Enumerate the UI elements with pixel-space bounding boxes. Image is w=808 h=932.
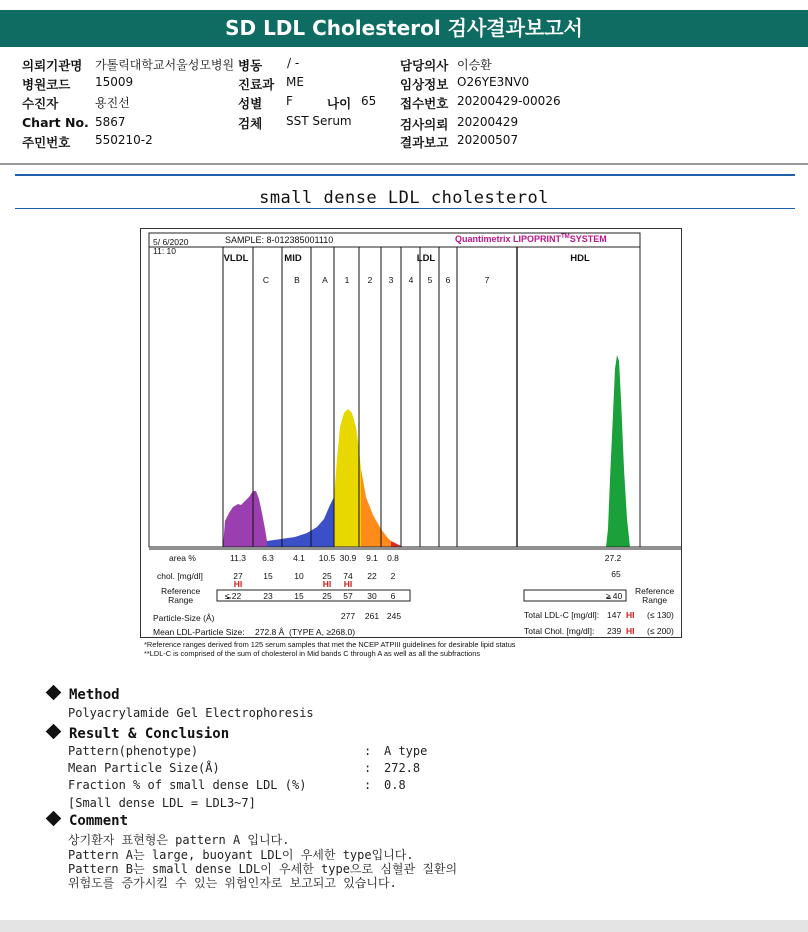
ref-c: 23 bbox=[263, 591, 273, 601]
total-ldl-label: Total LDL-C [mg/dl]: bbox=[524, 610, 600, 620]
run-date: 5/ 6/2020 bbox=[153, 237, 189, 247]
band-c: C bbox=[262, 275, 270, 285]
band-6: 6 bbox=[445, 275, 451, 285]
ref-ldl1: 57 bbox=[343, 591, 353, 601]
report-date-value: 20200507 bbox=[457, 133, 519, 147]
chol-a-hi: HI bbox=[322, 579, 332, 589]
hospital-code-value: 15009 bbox=[95, 75, 134, 89]
hdl-peak bbox=[606, 355, 630, 547]
brand-name: Quantimetrix LIPOPRINT bbox=[455, 234, 562, 244]
hospital-label: 의뢰기관명 bbox=[22, 58, 83, 73]
clinical-info-value: O26YE3NV0 bbox=[457, 75, 530, 89]
title-rule-bottom bbox=[15, 208, 795, 209]
page-bottom-strip bbox=[0, 920, 808, 932]
total-chol-label: Total Chol. [mg/dl]: bbox=[524, 626, 595, 636]
method-text: Polyacrylamide Gel Electrophoresis bbox=[68, 706, 314, 720]
clinical-info-label: 임상정보 bbox=[400, 77, 449, 92]
chol-hdl: 65 bbox=[611, 569, 621, 579]
area-ldl3: 0.8 bbox=[387, 553, 399, 563]
fraction-label: Fraction % of small dense LDL (%) bbox=[68, 778, 307, 792]
ref-range-label: Reference Range bbox=[161, 586, 201, 605]
ref-ldl2: 30 bbox=[367, 591, 377, 601]
doctor-label: 담당의사 bbox=[400, 58, 449, 73]
report-title: small dense LDL cholesterol bbox=[259, 188, 549, 208]
area-ldl2: 9.1 bbox=[366, 553, 378, 563]
patient-info-header bbox=[0, 55, 808, 165]
result-heading bbox=[48, 726, 229, 742]
band-2: 2 bbox=[367, 275, 373, 285]
fraction-colon: : bbox=[364, 778, 372, 792]
size-colon: : bbox=[364, 761, 372, 775]
group-ldl: LDL bbox=[416, 253, 436, 264]
total-ldl-value: 147 bbox=[607, 610, 622, 620]
area-b: 4.1 bbox=[293, 553, 305, 563]
method-heading-text: Method bbox=[69, 687, 120, 703]
pattern-label: Pattern(phenotype) bbox=[68, 744, 199, 758]
group-hdl: HDL bbox=[570, 253, 590, 264]
lipoprint-report bbox=[140, 228, 682, 638]
area-vldl: 11.3 bbox=[230, 553, 246, 563]
chol-ldl2: 22 bbox=[367, 571, 377, 581]
brand-tm: TM bbox=[561, 234, 570, 240]
band-5: 5 bbox=[427, 275, 433, 285]
group-vldl: VLDL bbox=[223, 253, 249, 264]
comment-heading bbox=[48, 813, 128, 829]
mean-size-type: (TYPE A, ≥268.0) bbox=[289, 627, 356, 637]
receipt-label: 접수번호 bbox=[400, 96, 449, 111]
total-ldl-hi: HI bbox=[626, 610, 635, 620]
band-4: 4 bbox=[408, 275, 414, 285]
sex-value: F bbox=[286, 94, 293, 108]
vldl-peak bbox=[223, 491, 267, 547]
ldl23-peak bbox=[361, 469, 391, 547]
chol-c: 15 bbox=[263, 571, 273, 581]
specimen-value: SST Serum bbox=[286, 114, 352, 128]
ldl1-peak bbox=[334, 409, 361, 547]
fraction-value: 0.8 bbox=[384, 778, 406, 792]
mid-peak bbox=[267, 497, 334, 547]
brand-label bbox=[455, 234, 607, 244]
ref-ldl3: 6 bbox=[390, 591, 396, 601]
ref-range-label-right: Reference Range bbox=[635, 586, 675, 605]
age-label: 나이 bbox=[327, 96, 352, 111]
age-value: 65 bbox=[361, 94, 377, 108]
pattern-value: A type bbox=[384, 744, 428, 758]
size-value: 272.8 bbox=[384, 761, 421, 775]
chol-ldl3: 2 bbox=[390, 571, 396, 581]
comment-heading-text: Comment bbox=[69, 813, 129, 829]
sample-id: SAMPLE: 8-012385001110 bbox=[225, 235, 334, 245]
total-chol-hi: HI bbox=[626, 626, 635, 636]
header-divider bbox=[0, 163, 808, 165]
comment-line: 상기환자 표현형은 pattern A 입니다. bbox=[68, 833, 290, 847]
ref-b: 15 bbox=[294, 591, 304, 601]
request-date-label: 검사의뢰 bbox=[400, 117, 449, 132]
band-3: 3 bbox=[388, 275, 394, 285]
band-a: A bbox=[322, 275, 328, 285]
title-rule-top bbox=[15, 174, 795, 176]
particle-ldl1: 277 bbox=[340, 611, 356, 621]
patient-value: 용진선 bbox=[95, 96, 130, 110]
dept-value: ME bbox=[286, 75, 304, 89]
chol-label: chol. [mg/dl] bbox=[157, 571, 203, 581]
dept-label: 진료과 bbox=[238, 77, 275, 92]
chol-vldl-hi: HI bbox=[233, 579, 243, 589]
area-ldl1: 30.9 bbox=[339, 553, 357, 563]
run-time: 11: 10 bbox=[153, 246, 177, 256]
ward-value: / - bbox=[287, 56, 300, 70]
ref-a: 25 bbox=[322, 591, 332, 601]
sdldl-definition: [Small dense LDL = LDL3~7] bbox=[68, 796, 256, 810]
hospital-value: 가톨릭대학교서울성모병원 bbox=[95, 58, 235, 72]
diamond-bullet-icon bbox=[46, 811, 62, 827]
ref-vldl: ≤ 22 bbox=[224, 591, 242, 601]
comment-line: 위험도를 증가시킬 수 있는 위험인자로 보고되고 있습니다. bbox=[68, 876, 397, 890]
band-1: 1 bbox=[344, 275, 350, 285]
doctor-value: 이승환 bbox=[457, 58, 492, 72]
area-c: 6.3 bbox=[262, 553, 274, 563]
chart-no-label: Chart No. bbox=[22, 115, 89, 130]
pattern-colon: : bbox=[364, 744, 372, 758]
sex-label: 성별 bbox=[238, 96, 263, 111]
brand-suffix: SYSTEM bbox=[569, 234, 607, 244]
footnotes bbox=[144, 640, 516, 658]
particle-size-label: Particle-Size (Å) bbox=[153, 613, 215, 623]
diamond-bullet-icon bbox=[46, 685, 62, 701]
particle-ldl3: 245 bbox=[386, 611, 402, 621]
chol-ldl1: 74 bbox=[343, 571, 353, 581]
chol-ldl1-hi: HI bbox=[343, 579, 353, 589]
receipt-value: 20200429-00026 bbox=[457, 94, 561, 108]
area-a: 10.5 bbox=[318, 553, 336, 563]
total-ldl-ref: (≤ 130) bbox=[647, 610, 674, 620]
report-title-banner: SD LDL Cholesterol 검사결과보고서 bbox=[0, 10, 808, 47]
reference-range-box bbox=[217, 590, 410, 601]
total-chol-value: 239 bbox=[607, 626, 622, 636]
result-heading-text: Result & Conclusion bbox=[69, 726, 230, 742]
mean-size-value: 272.8 Å bbox=[255, 627, 285, 637]
comment-line: Pattern A는 large, buoyant LDL이 우세한 type입니다. bbox=[68, 848, 414, 862]
group-mid: MID bbox=[284, 253, 302, 264]
band-7: 7 bbox=[484, 275, 490, 285]
footnote-2: **LDL-C is comprised of the sum of cholesterol in Mid bands C through A as well as all the subfractions bbox=[144, 649, 481, 658]
band-b: B bbox=[294, 275, 300, 285]
comment-line: Pattern B는 small dense LDL이 우세한 type으로 심혈관 질환의 bbox=[68, 862, 458, 876]
mean-size-label: Mean LDL-Particle Size: bbox=[153, 627, 245, 637]
rrn-label: 주민번호 bbox=[22, 135, 71, 150]
rrn-value: 550210-2 bbox=[95, 133, 153, 147]
ref-hdl: ≥ 40 bbox=[605, 591, 623, 601]
chol-a: 25 bbox=[322, 571, 332, 581]
particle-ldl2: 261 bbox=[364, 611, 380, 621]
area-label: area % bbox=[169, 553, 196, 563]
patient-label: 수진자 bbox=[22, 96, 59, 111]
area-hdl: 27.2 bbox=[604, 553, 622, 563]
request-date-value: 20200429 bbox=[457, 115, 519, 129]
diamond-bullet-icon bbox=[46, 724, 62, 740]
specimen-label: 검체 bbox=[238, 116, 263, 131]
hospital-code-label: 병원코드 bbox=[22, 77, 71, 92]
method-heading bbox=[48, 687, 120, 703]
chol-vldl: 27 bbox=[233, 571, 243, 581]
chol-b: 10 bbox=[294, 571, 304, 581]
size-label: Mean Particle Size(Å) bbox=[68, 761, 220, 775]
footnote-1: *Reference ranges derived from 125 serum samples that met the NCEP ATPIII guidelines for desirable lipid status bbox=[144, 640, 516, 649]
ward-label: 병동 bbox=[238, 58, 263, 73]
total-chol-ref: (≤ 200) bbox=[647, 626, 674, 636]
electrophoresis-chart bbox=[141, 229, 683, 639]
report-date-label: 결과보고 bbox=[400, 135, 449, 150]
chart-no-value: 5867 bbox=[95, 115, 126, 129]
